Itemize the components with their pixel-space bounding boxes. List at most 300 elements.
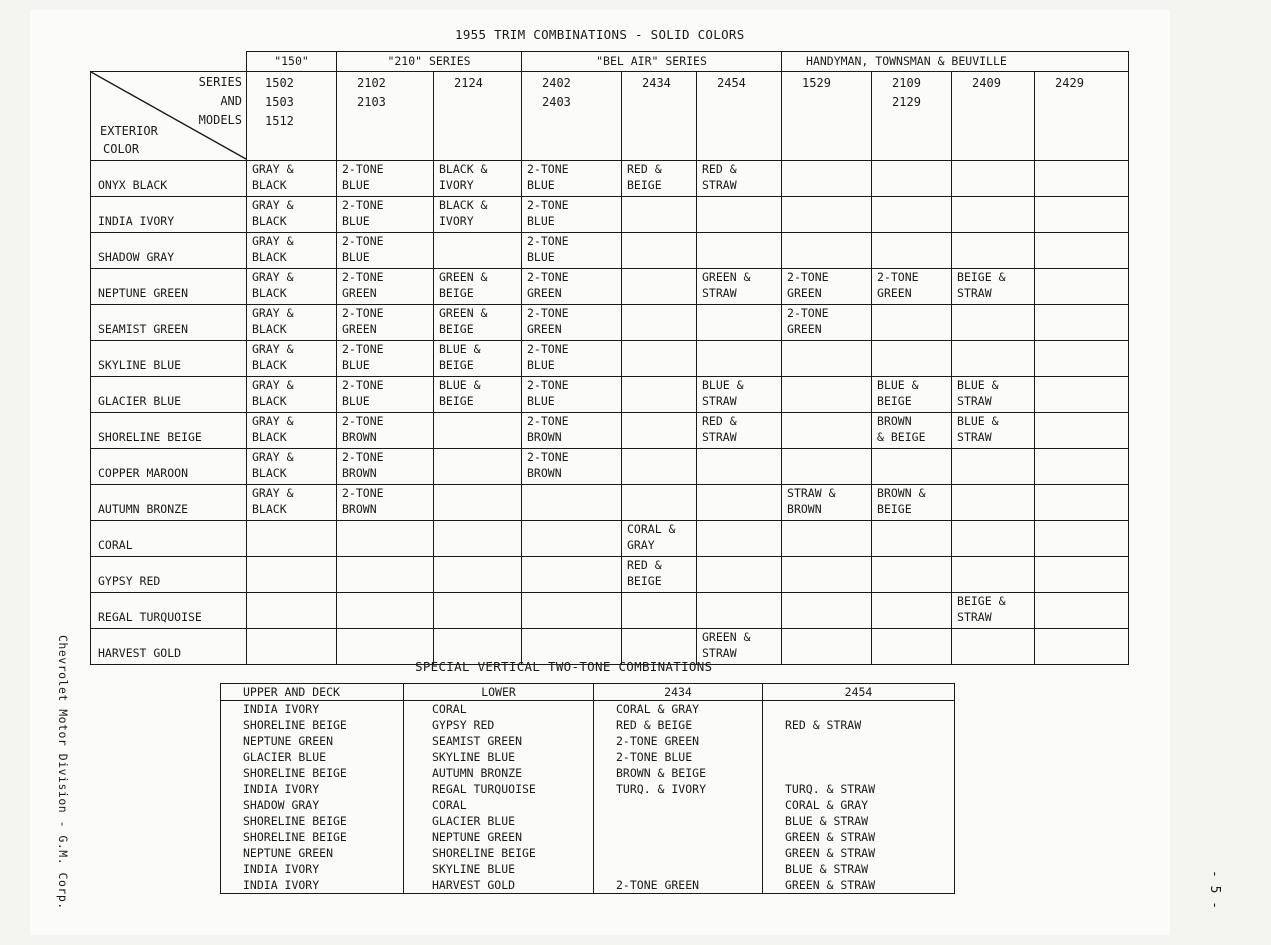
trim-cell (782, 341, 872, 377)
trim-cell (952, 557, 1035, 593)
trim-text: STRAW (957, 430, 992, 444)
trim-cell (697, 593, 782, 629)
trim-text: BLACK (252, 250, 287, 264)
trim-cell (697, 449, 782, 485)
trim-cell (872, 593, 952, 629)
trim-text: GREEN (342, 286, 377, 300)
trim-text: BEIGE (439, 286, 474, 300)
trim-text: 2-TONE (527, 342, 569, 356)
model-header-cell (782, 72, 872, 161)
trim-cell (782, 629, 872, 665)
trim-cell (952, 161, 1035, 197)
exterior-color-cell: SEAMIST GREEN (91, 305, 247, 341)
trim-cell (782, 269, 872, 305)
trim-cell (337, 377, 434, 413)
trim-text: BLUE & (702, 378, 744, 392)
special-cell: SHORELINE BEIGE (221, 765, 404, 781)
trim-cell (522, 449, 622, 485)
special-row (221, 765, 955, 781)
special-cell: BLUE & STRAW (763, 861, 955, 877)
special-cell: GYPSY RED (404, 717, 594, 733)
trim-cell (1035, 341, 1129, 377)
trim-cell (522, 377, 622, 413)
trim-text: 2-TONE (527, 198, 569, 212)
trim-cell (247, 233, 337, 269)
trim-cell (434, 413, 522, 449)
exterior-color-cell: AUTUMN BRONZE (91, 485, 247, 521)
special-cell: RED & BEIGE (594, 717, 763, 733)
trim-text: GRAY & (252, 414, 294, 428)
trim-text: 2-TONE (342, 414, 384, 428)
special-header-upper: UPPER AND DECK (221, 684, 404, 701)
trim-text: 2-TONE (342, 486, 384, 500)
table-row (91, 197, 1129, 233)
model-header-cell (337, 72, 434, 161)
trim-cell (872, 161, 952, 197)
trim-cell (434, 161, 522, 197)
trim-text: BEIGE (877, 502, 912, 516)
page-number: - 5 - (1207, 870, 1222, 910)
corner-label-series: SERIES (198, 75, 242, 89)
trim-text: BROWN (527, 466, 562, 480)
exterior-color-cell: CORAL (91, 521, 247, 557)
special-cell: INDIA IVORY (221, 861, 404, 877)
model-number: 1512 (265, 114, 294, 128)
trim-cell (247, 593, 337, 629)
trim-cell (522, 305, 622, 341)
trim-text: 2-TONE (342, 234, 384, 248)
trim-cell (1035, 377, 1129, 413)
exterior-color-cell: NEPTUNE GREEN (91, 269, 247, 305)
model-number: 2409 (972, 76, 1001, 90)
trim-text: 2-TONE (342, 198, 384, 212)
trim-text: 2-TONE (787, 270, 829, 284)
trim-text: BLACK & (439, 198, 488, 212)
trim-cell (522, 233, 622, 269)
series-models-label (199, 73, 242, 130)
trim-cell (522, 197, 622, 233)
trim-text: BLUE & (439, 342, 481, 356)
trim-cell (1035, 521, 1129, 557)
trim-cell (1035, 557, 1129, 593)
trim-text: BLUE (342, 178, 370, 192)
trim-text: IVORY (439, 178, 474, 192)
special-row (221, 797, 955, 813)
table-row (91, 377, 1129, 413)
model-number: 2129 (892, 95, 921, 109)
trim-text: 2-TONE (527, 162, 569, 176)
trim-text: BLUE (527, 250, 555, 264)
trim-cell (337, 413, 434, 449)
special-row (221, 781, 955, 797)
trim-cell (247, 269, 337, 305)
special-header-2454: 2454 (763, 684, 955, 701)
trim-text: GRAY & (252, 306, 294, 320)
special-cell: REGAL TURQUOISE (404, 781, 594, 797)
trim-cell (697, 377, 782, 413)
special-cell: SHORELINE BEIGE (221, 829, 404, 845)
trim-cell (337, 233, 434, 269)
trim-cell (622, 413, 697, 449)
trim-cell (337, 161, 434, 197)
trim-cell (952, 377, 1035, 413)
trim-text: BLUE & (957, 378, 999, 392)
trim-text: BLUE (527, 394, 555, 408)
trim-cell (1035, 269, 1129, 305)
trim-text: 2-TONE (342, 342, 384, 356)
trim-cell (622, 233, 697, 269)
table-row (91, 557, 1129, 593)
trim-cell (337, 593, 434, 629)
trim-cell (337, 269, 434, 305)
trim-text: GREEN & (702, 270, 751, 284)
special-cell: INDIA IVORY (221, 781, 404, 797)
group-header-handyman: HANDYMAN, TOWNSMAN & BEUVILLE (782, 52, 1129, 72)
trim-cell (782, 233, 872, 269)
trim-cell (782, 197, 872, 233)
trim-text: BROWN (527, 430, 562, 444)
table-row (91, 305, 1129, 341)
trim-text: STRAW & (787, 486, 836, 500)
special-cell: CORAL (404, 797, 594, 813)
special-cell: TURQ. & STRAW (763, 781, 955, 797)
special-cell: CORAL (404, 701, 594, 718)
page-title: 1955 TRIM COMBINATIONS - SOLID COLORS (455, 27, 745, 42)
model-number: 2402 (542, 76, 571, 90)
trim-cell (337, 341, 434, 377)
trim-cell (952, 269, 1035, 305)
trim-text: 2-TONE (527, 270, 569, 284)
trim-text: BEIGE (439, 394, 474, 408)
exterior-color-label (100, 122, 158, 158)
exterior-color-cell: SKYLINE BLUE (91, 341, 247, 377)
group-header-belair: "BEL AIR" SERIES (522, 52, 782, 72)
trim-cell (622, 485, 697, 521)
division-credit: Chevrolet Motor Division - G.M. Corp. (56, 635, 70, 910)
trim-text: BLACK (252, 178, 287, 192)
trim-cell (622, 521, 697, 557)
trim-cell (622, 341, 697, 377)
trim-text: BEIGE & (957, 270, 1006, 284)
trim-cell (434, 305, 522, 341)
trim-text: 2-TONE (342, 162, 384, 176)
trim-text: BLACK (252, 394, 287, 408)
trim-cell (434, 377, 522, 413)
exterior-color-cell: REGAL TURQUOISE (91, 593, 247, 629)
trim-cell (697, 413, 782, 449)
trim-cell (337, 485, 434, 521)
special-cell: GREEN & STRAW (763, 845, 955, 861)
special-cell: SEAMIST GREEN (404, 733, 594, 749)
trim-cell (1035, 485, 1129, 521)
trim-cell (952, 413, 1035, 449)
special-cell: 2-TONE GREEN (594, 733, 763, 749)
special-cell: INDIA IVORY (221, 877, 404, 894)
trim-text: GREEN (787, 322, 822, 336)
trim-text: GREEN (787, 286, 822, 300)
special-row (221, 733, 955, 749)
trim-cell (1035, 197, 1129, 233)
special-cell: CORAL & GRAY (763, 797, 955, 813)
special-cell: SHORELINE BEIGE (221, 717, 404, 733)
trim-cell (697, 269, 782, 305)
trim-cell (782, 557, 872, 593)
trim-text: BEIGE (439, 322, 474, 336)
special-cell (594, 845, 763, 861)
trim-text: BEIGE (439, 358, 474, 372)
corner-label-exterior: EXTERIOR (100, 124, 158, 138)
trim-cell (247, 485, 337, 521)
special-header-2434: 2434 (594, 684, 763, 701)
trim-text: BROWN & (877, 486, 926, 500)
trim-text: 2-TONE (527, 234, 569, 248)
trim-cell (782, 305, 872, 341)
table-row (91, 341, 1129, 377)
special-cell (594, 829, 763, 845)
trim-text: BLACK (252, 430, 287, 444)
trim-text: GREEN & (439, 270, 488, 284)
table-row (91, 233, 1129, 269)
special-row (221, 845, 955, 861)
trim-cell (434, 593, 522, 629)
trim-text: BEIGE (627, 178, 662, 192)
trim-text: GREEN & (702, 630, 751, 644)
trim-text: GREEN & (439, 306, 488, 320)
exterior-color-cell: HARVEST GOLD (91, 629, 247, 665)
model-number: 2109 (892, 76, 921, 90)
table-row (91, 413, 1129, 449)
trim-text: BLUE & (439, 378, 481, 392)
table-row (91, 269, 1129, 305)
special-cell: SKYLINE BLUE (404, 749, 594, 765)
trim-cell (782, 449, 872, 485)
model-header-cell (522, 72, 622, 161)
trim-cell (782, 161, 872, 197)
trim-cell (952, 341, 1035, 377)
trim-cell (622, 593, 697, 629)
exterior-color-cell: GYPSY RED (91, 557, 247, 593)
trim-cell (247, 449, 337, 485)
trim-cell (522, 161, 622, 197)
special-cell (594, 813, 763, 829)
group-header-210: "210" SERIES (337, 52, 522, 72)
trim-cell (872, 233, 952, 269)
exterior-color-cell: SHADOW GRAY (91, 233, 247, 269)
trim-cell (952, 593, 1035, 629)
trim-text: GRAY & (252, 198, 294, 212)
special-cell: SKYLINE BLUE (404, 861, 594, 877)
corner-header-cell (91, 72, 247, 161)
trim-text: GRAY & (252, 270, 294, 284)
model-number: 2429 (1055, 76, 1084, 90)
trim-text: GRAY (627, 538, 655, 552)
trim-text: 2-TONE (342, 378, 384, 392)
trim-cell (522, 341, 622, 377)
trim-text: STRAW (702, 430, 737, 444)
trim-cell (697, 161, 782, 197)
special-combinations-title: SPECIAL VERTICAL TWO-TONE COMBINATIONS (415, 659, 713, 674)
trim-text: GRAY & (252, 342, 294, 356)
special-row (221, 701, 955, 718)
model-number: 1529 (802, 76, 831, 90)
trim-cell (872, 197, 952, 233)
trim-cell (1035, 413, 1129, 449)
trim-text: STRAW (957, 394, 992, 408)
trim-cell (434, 197, 522, 233)
trim-cell (247, 629, 337, 665)
trim-cell (434, 233, 522, 269)
trim-text: 2-TONE (527, 414, 569, 428)
special-row (221, 861, 955, 877)
trim-cell (622, 305, 697, 341)
trim-cell (522, 557, 622, 593)
trim-text: BLUE (342, 214, 370, 228)
trim-cell (872, 305, 952, 341)
trim-text: BLUE & (957, 414, 999, 428)
special-cell: 2-TONE GREEN (594, 877, 763, 894)
special-cell: BLUE & STRAW (763, 813, 955, 829)
trim-cell (782, 521, 872, 557)
trim-text: RED & (702, 414, 737, 428)
trim-cell (247, 305, 337, 341)
table-row (91, 593, 1129, 629)
trim-cell (522, 413, 622, 449)
trim-cell (872, 341, 952, 377)
special-row (221, 877, 955, 894)
special-cell: RED & STRAW (763, 717, 955, 733)
trim-cell (697, 557, 782, 593)
trim-text: BEIGE (877, 394, 912, 408)
trim-text: GREEN (877, 286, 912, 300)
trim-text: STRAW (957, 286, 992, 300)
trim-text: BLACK (252, 502, 287, 516)
trim-text: BROWN (342, 430, 377, 444)
trim-text: 2-TONE (342, 450, 384, 464)
trim-text: BEIGE (627, 574, 662, 588)
trim-cell (522, 521, 622, 557)
trim-cell (522, 485, 622, 521)
trim-cell (952, 233, 1035, 269)
corner-label-and: AND (220, 94, 242, 108)
special-row (221, 717, 955, 733)
trim-text: BLACK (252, 322, 287, 336)
trim-cell (337, 305, 434, 341)
trim-text: GRAY & (252, 486, 294, 500)
trim-cell (622, 449, 697, 485)
special-cell: INDIA IVORY (221, 701, 404, 718)
special-row (221, 813, 955, 829)
trim-text: STRAW (702, 286, 737, 300)
trim-text: BROWN (787, 502, 822, 516)
model-number: 2124 (454, 76, 483, 90)
trim-text: BLUE (527, 214, 555, 228)
model-number: 2403 (542, 95, 571, 109)
trim-cell (952, 449, 1035, 485)
trim-text: BEIGE & (957, 594, 1006, 608)
table-row (91, 485, 1129, 521)
trim-cell (622, 557, 697, 593)
trim-cell (337, 521, 434, 557)
trim-cell (872, 377, 952, 413)
trim-cell (247, 521, 337, 557)
trim-text: BROWN (342, 466, 377, 480)
trim-cell (782, 377, 872, 413)
model-header-cell (952, 72, 1035, 161)
trim-text: RED & (627, 558, 662, 572)
special-cell: GLACIER BLUE (404, 813, 594, 829)
trim-cell (622, 197, 697, 233)
trim-cell (872, 521, 952, 557)
trim-cell (337, 449, 434, 485)
trim-text: 2-TONE (527, 378, 569, 392)
trim-cell (1035, 305, 1129, 341)
special-cell: GREEN & STRAW (763, 829, 955, 845)
special-cell: NEPTUNE GREEN (404, 829, 594, 845)
trim-cell (952, 521, 1035, 557)
trim-text: STRAW (702, 394, 737, 408)
trim-text: STRAW (957, 610, 992, 624)
trim-text: GREEN (342, 322, 377, 336)
trim-cell (872, 629, 952, 665)
model-number: 2434 (642, 76, 671, 90)
special-cell: SHORELINE BEIGE (404, 845, 594, 861)
trim-text: BLUE & (877, 378, 919, 392)
corner-label-color: COLOR (103, 142, 140, 156)
trim-cell (247, 341, 337, 377)
trim-text: BLACK (252, 466, 287, 480)
trim-text: IVORY (439, 214, 474, 228)
trim-text: & BEIGE (877, 430, 926, 444)
model-header-cell (697, 72, 782, 161)
trim-text: 2-TONE (877, 270, 919, 284)
trim-cell (697, 521, 782, 557)
special-cell (763, 733, 955, 749)
special-cell: BROWN & BEIGE (594, 765, 763, 781)
trim-text: BLUE (342, 358, 370, 372)
trim-text: BLACK (252, 286, 287, 300)
corner-label-models: MODELS (198, 113, 242, 127)
trim-cell (872, 557, 952, 593)
trim-text: GRAY & (252, 162, 294, 176)
trim-text: BLUE (342, 394, 370, 408)
trim-text: BLACK (252, 358, 287, 372)
special-cell: HARVEST GOLD (404, 877, 594, 894)
special-cell (763, 765, 955, 781)
special-cell (594, 861, 763, 877)
trim-cell (522, 269, 622, 305)
exterior-color-cell: INDIA IVORY (91, 197, 247, 233)
trim-text: GREEN (527, 286, 562, 300)
trim-text: STRAW (702, 646, 737, 660)
special-cell: CORAL & GRAY (594, 701, 763, 718)
exterior-color-cell: COPPER MAROON (91, 449, 247, 485)
trim-text: GRAY & (252, 378, 294, 392)
trim-cell (952, 629, 1035, 665)
trim-cell (434, 485, 522, 521)
trim-cell (247, 161, 337, 197)
trim-text: BLACK (252, 214, 287, 228)
model-number: 2102 (357, 76, 386, 90)
special-cell: 2-TONE BLUE (594, 749, 763, 765)
trim-text: CORAL & (627, 522, 676, 536)
special-two-tone-table (220, 683, 955, 894)
trim-text: BLUE (342, 250, 370, 264)
special-cell: GREEN & STRAW (763, 877, 955, 894)
trim-cell (952, 305, 1035, 341)
trim-cell (247, 557, 337, 593)
trim-cell (434, 341, 522, 377)
trim-text: GRAY & (252, 450, 294, 464)
